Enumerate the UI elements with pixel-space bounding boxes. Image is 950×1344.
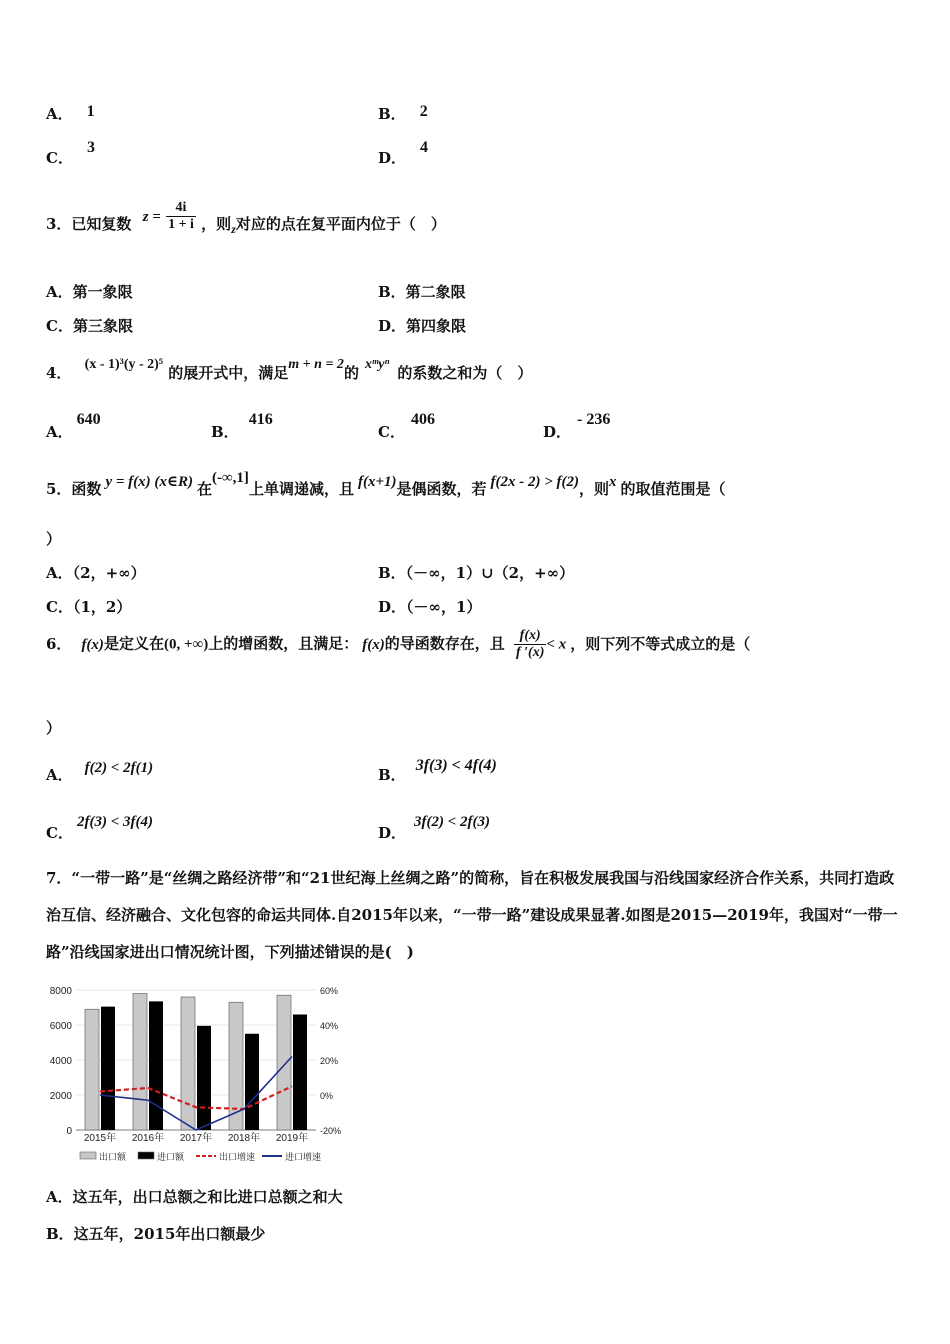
- q6-option-c[interactable]: C．2f(3) < 3f(4): [46, 814, 153, 842]
- q3-option-c[interactable]: C．第三象限: [46, 317, 133, 335]
- x-tick-label: 2017年: [179, 1133, 213, 1144]
- y2-tick-label: 0%: [320, 1091, 334, 1101]
- bar-import: [197, 1026, 211, 1130]
- q7-option-a[interactable]: A．这五年，出口总额之和比进口总额之和大: [46, 1188, 343, 1206]
- legend-label: 进口增速: [285, 1153, 322, 1163]
- q5-option-a[interactable]: A．（2，+∞）: [46, 564, 146, 582]
- q2-option-d[interactable]: D．4: [378, 139, 429, 167]
- q4-option-a[interactable]: A．640: [46, 411, 101, 441]
- bar-import: [293, 1015, 307, 1131]
- y-tick-label: 0: [66, 1126, 72, 1137]
- y-tick-label: 6000: [49, 1021, 72, 1032]
- q4-option-d[interactable]: D．- 236: [543, 411, 611, 441]
- q3-option-b[interactable]: B．第二象限: [378, 283, 466, 301]
- x-tick-label: 2018年: [227, 1133, 261, 1144]
- legend-swatch: [138, 1152, 154, 1159]
- q3-fraction: $\frac{4i}{1 + i}$: [168, 200, 194, 232]
- q2-option-c[interactable]: C．3: [46, 139, 95, 167]
- legend-label: 出口增速: [219, 1153, 256, 1163]
- legend-label: 出口额: [99, 1153, 127, 1163]
- q3-stem: 3．已知复数 z = $\frac{4i}{1 + i}$ ，则$_z$对应的点在复平面内位于（ ）: [46, 200, 446, 236]
- q5-stem: 5．函数 y = f(x) (x∈R) 在(-∞,1]上单调递减，且 f(x+1)是偶函数，若 f(2x - 2) > f(2)，则x 的取值范围是（: [46, 470, 726, 498]
- y2-tick-label: -20%: [320, 1126, 342, 1136]
- q2-option-b[interactable]: B． 2: [378, 103, 428, 123]
- y2-tick-label: 40%: [320, 1021, 339, 1031]
- bar-import: [245, 1034, 259, 1130]
- q7-stem: 7．“一带一路”是“丝绸之路经济带”和“21世纪海上丝绸之路”的简称，旨在积极发展我国与沿线国家经济合作关系，共同打造政治互信、经济融合、文化包容的命运共同体.自2015年以来，“一带一路”建设成果显著.如图是2015—2019年，我国对“一带一路”沿线国家进出口情况统计图，下列描述错误的是( ): [46, 869, 898, 961]
- q4-stem: 4． (x - 1)³(y - 2)⁵ 的展开式中，满足m + n = 2的 xᵐyⁿ 的系数之和为（ ）: [46, 357, 533, 382]
- line-import-growth: [100, 1057, 292, 1131]
- q7-option-b[interactable]: B．这五年，2015年出口额最少: [46, 1225, 266, 1243]
- y-tick-label: 4000: [49, 1056, 72, 1067]
- y-tick-label: 8000: [49, 986, 72, 997]
- q5-stem-close: ）: [46, 530, 62, 548]
- bar-import: [101, 1007, 115, 1130]
- bar-export: [277, 995, 291, 1130]
- bar-export: [181, 997, 195, 1130]
- q3-option-a[interactable]: A．第一象限: [46, 283, 133, 301]
- q6-stem-close: ）: [46, 719, 62, 737]
- y2-tick-label: 20%: [320, 1056, 339, 1066]
- y2-tick-label: 60%: [320, 986, 339, 996]
- y-tick-label: 2000: [49, 1091, 72, 1102]
- trade-chart: [40, 980, 350, 1170]
- x-tick-label: 2015年: [83, 1133, 117, 1144]
- q6-option-d[interactable]: D．3f(2) < 2f(3): [378, 814, 491, 842]
- q6-option-b[interactable]: B．3f(3) < 4f(4): [378, 757, 497, 784]
- legend-label: 进口额: [157, 1153, 185, 1163]
- bar-export: [85, 1009, 99, 1130]
- legend-swatch: [80, 1152, 96, 1159]
- q2-option-a[interactable]: A． 1: [46, 103, 95, 123]
- x-tick-label: 2019年: [275, 1133, 309, 1144]
- q6-fraction: $\frac{f(x)}{f '(x)}$: [515, 628, 545, 660]
- q5-option-c[interactable]: C．（1，2）: [46, 598, 132, 616]
- bar-import: [149, 1001, 163, 1130]
- q5-option-d[interactable]: D．（－∞，1）: [378, 598, 482, 616]
- q4-option-b[interactable]: B．416: [211, 411, 273, 441]
- q5-option-b[interactable]: B．（－∞，1）∪（2，+∞）: [378, 564, 575, 582]
- bar-export: [133, 994, 147, 1131]
- q3-option-d[interactable]: D．第四象限: [378, 317, 467, 335]
- x-tick-label: 2016年: [131, 1133, 165, 1144]
- q6-option-a[interactable]: A． f(2) < 2f(1): [46, 760, 154, 784]
- q6-stem: 6． f(x)是定义在(0, +∞)上的增函数，且满足： f(x)的导函数存在，且 $\frac{f(x)}{f '(x)}$ < x ，则下列不等式成立的是（: [46, 628, 751, 660]
- q4-option-c[interactable]: C．406: [378, 411, 435, 441]
